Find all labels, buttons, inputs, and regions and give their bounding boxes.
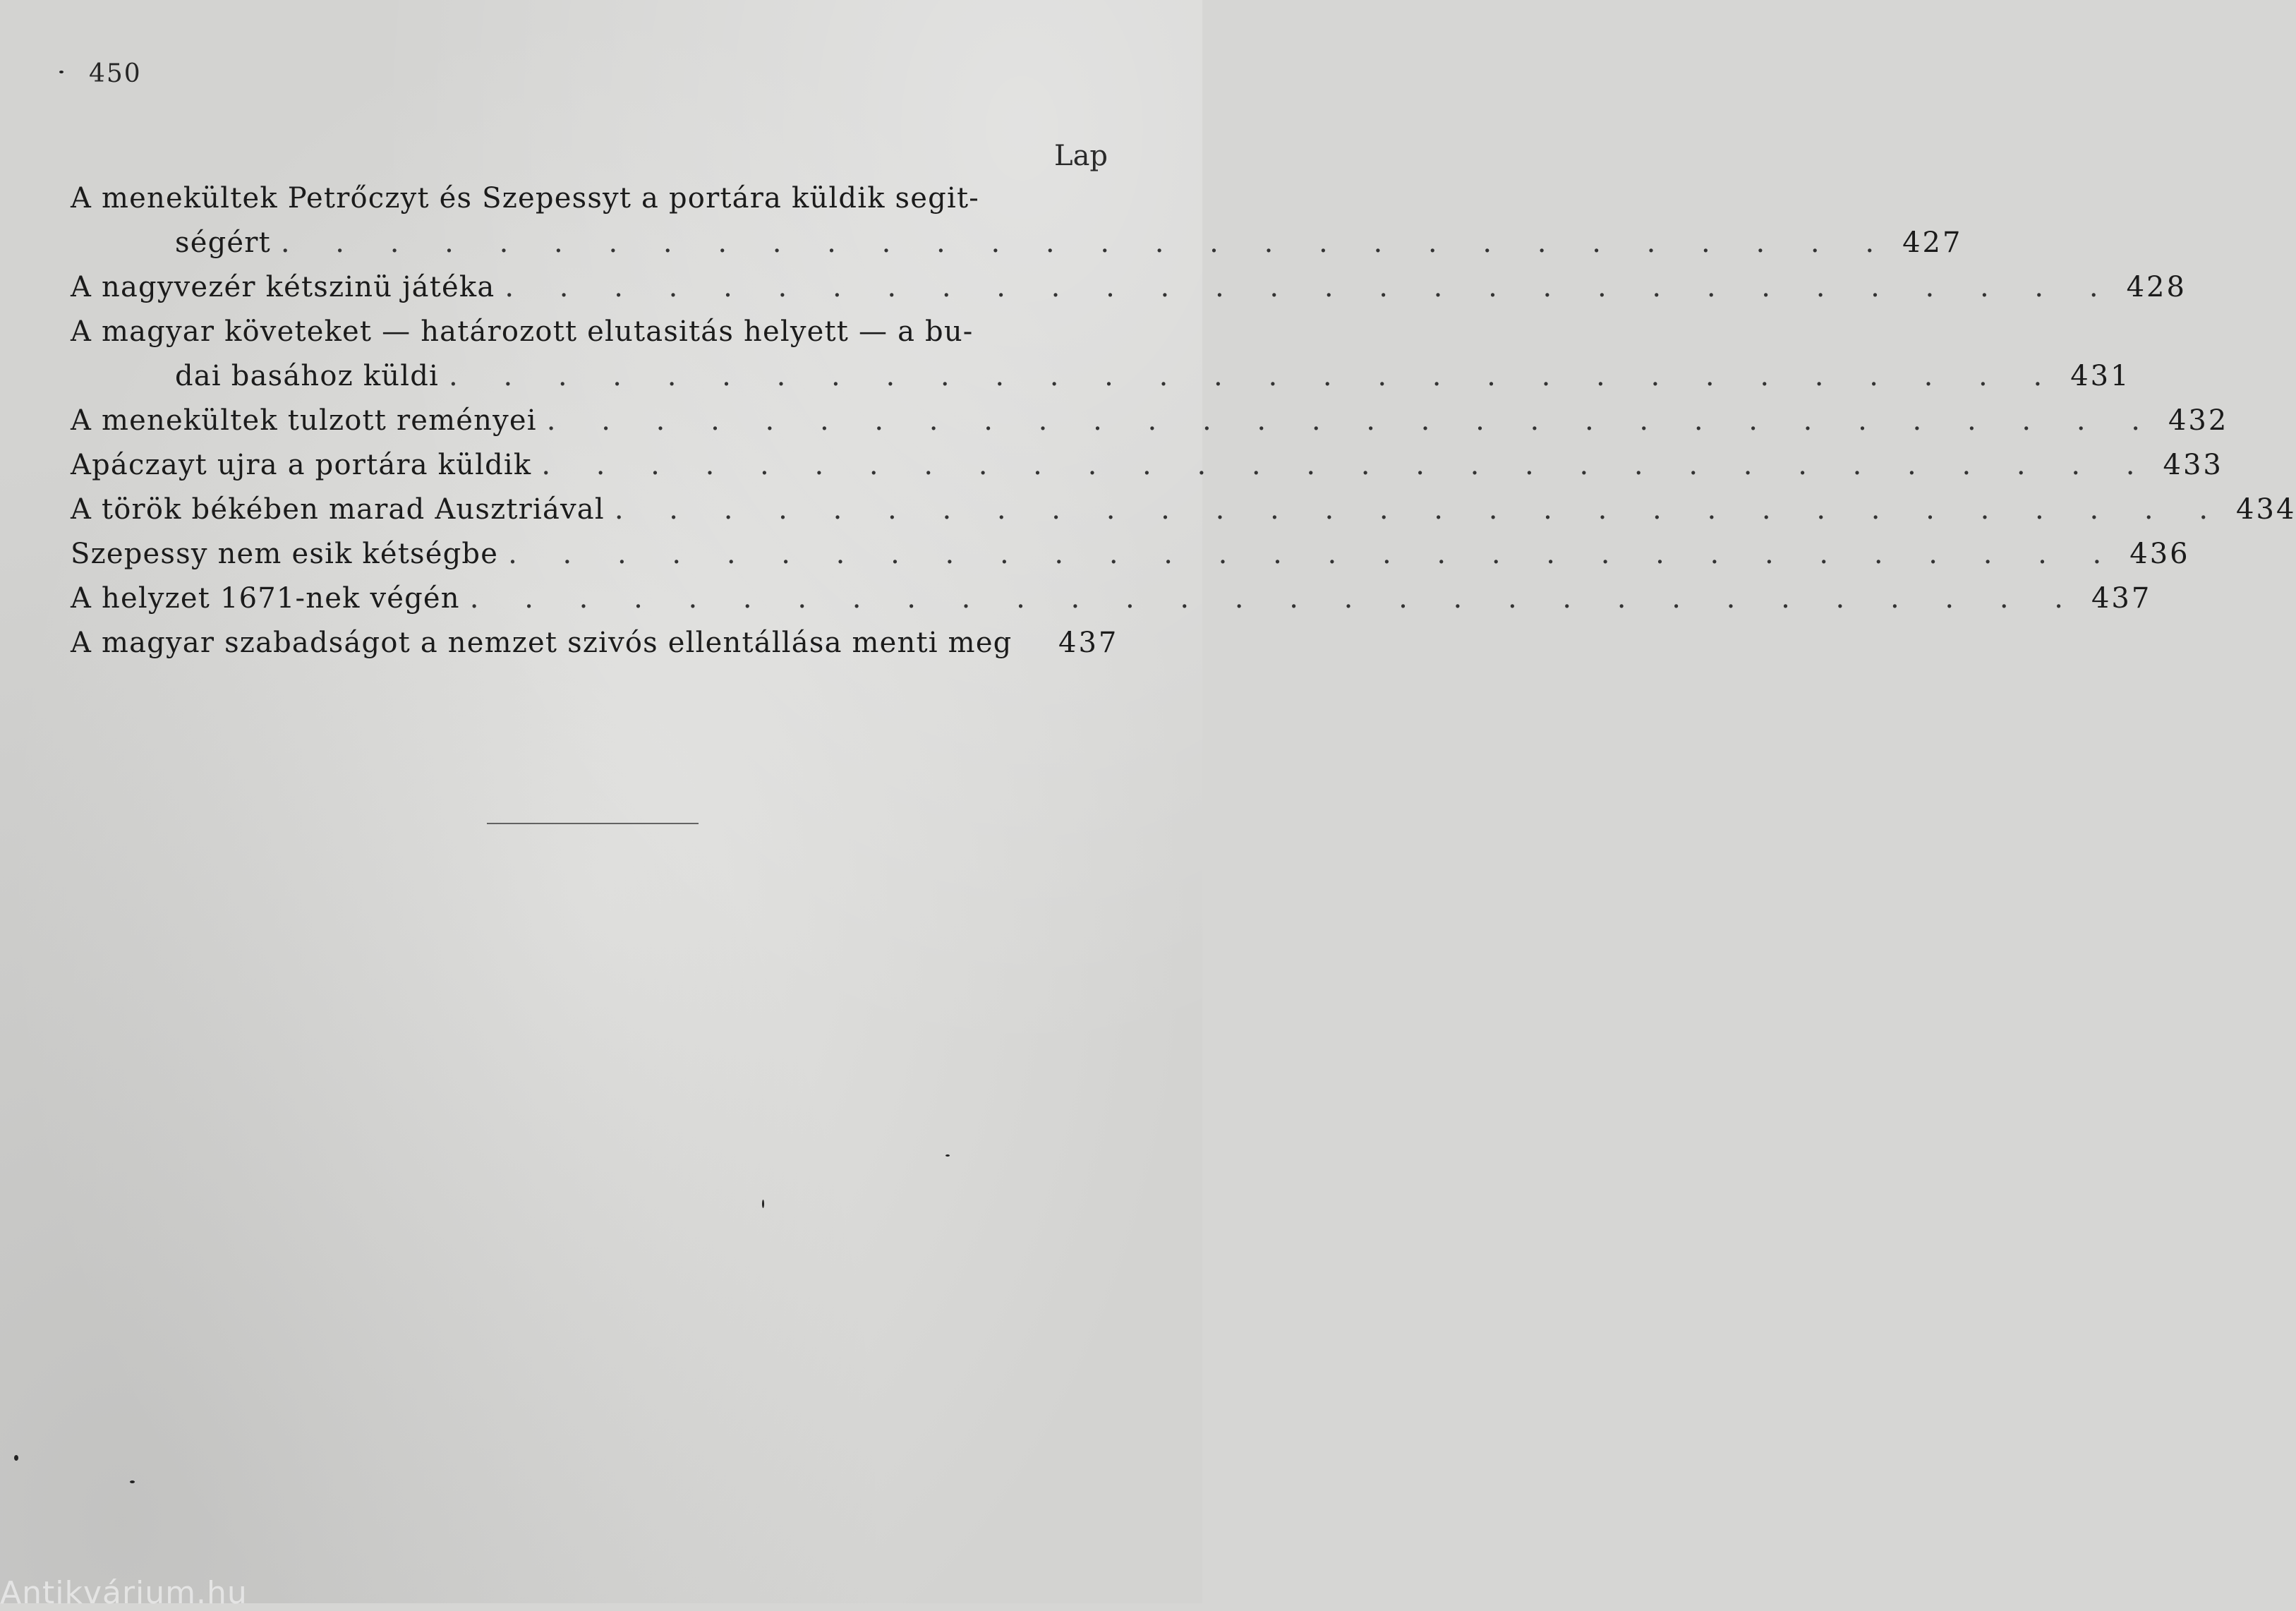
toc-entry-page: 437 <box>1058 627 1119 659</box>
toc-entry-title: A nagyvezér kétszinü játéka <box>71 271 495 303</box>
toc-entry-title-continued: dai basához küldi <box>175 360 440 392</box>
toc-entry-title: A magyar követeket — határozott elutasitás helyett — a bu- <box>71 315 974 348</box>
toc-entry-page: 437 <box>2091 582 2152 615</box>
toc-entry-page: 436 <box>2129 538 2190 570</box>
print-speck <box>59 71 64 73</box>
toc-entry <box>71 265 2187 310</box>
toc-entry <box>71 310 2131 399</box>
table-of-contents <box>71 176 2296 665</box>
print-speck <box>762 1200 764 1208</box>
page-number: 450 <box>89 59 142 88</box>
toc-entry-page: 433 <box>2163 449 2223 481</box>
toc-entry-line <box>71 621 1119 665</box>
toc-entry-line <box>71 399 2229 443</box>
dot-leader: . . . . . . . . . . . . . . . . . . . . . . . . . . . . . . <box>449 360 2061 392</box>
dot-leader: . . . . . . . . . . . . . . . . . . . . . . . . . . . . . . <box>508 538 2120 570</box>
watermark: Antikvárium.hu <box>0 1575 248 1611</box>
toc-entry <box>71 532 2190 577</box>
dot-leader: . . . . . . . . . . . . . . . . . . . . . . . . . . . . . . <box>504 271 2117 303</box>
column-header-page: Lap <box>1054 140 1108 172</box>
toc-entry <box>71 621 1119 665</box>
toc-entry-line <box>71 577 2152 621</box>
section-divider-rule <box>487 823 699 824</box>
toc-entry-title: A menekültek tulzott reményei <box>71 404 537 437</box>
print-speck <box>945 1154 950 1157</box>
toc-entry-line <box>71 488 2296 532</box>
toc-entry-line <box>71 176 1115 221</box>
toc-entry-title: A menekültek Petrőczyt és Szepessyt a portára küldik segit- <box>71 182 979 215</box>
dot-leader: . . . . . . . . . . . . . . . . . . . . . . . . . . . . . . <box>280 227 1893 259</box>
toc-entry-line <box>71 443 2223 488</box>
toc-entry-title: Szepessy nem esik kétségbe <box>71 538 499 570</box>
toc-entry <box>71 176 1963 265</box>
toc-entry-title: A helyzet 1671-nek végén <box>71 582 460 615</box>
print-speck <box>14 1455 18 1461</box>
toc-entry-line <box>71 354 2131 399</box>
toc-entry <box>71 577 2152 621</box>
toc-entry-line <box>71 532 2190 577</box>
toc-entry-title-continued: ségért <box>175 227 271 259</box>
dot-leader: . . . . . . . . . . . . . . . . . . . . . . . . . . . . . . <box>469 582 2081 615</box>
toc-entry <box>71 399 2229 443</box>
toc-entry-page: 434 <box>2236 493 2296 526</box>
toc-entry-line <box>71 221 1963 265</box>
toc-entry-page: 432 <box>2168 404 2229 437</box>
toc-entry <box>71 443 2223 488</box>
toc-entry-line <box>71 265 2187 310</box>
toc-entry <box>71 488 2296 532</box>
toc-entry-title: Apáczayt ujra a portára küldik <box>71 449 532 481</box>
toc-entry-page: 431 <box>2070 360 2131 392</box>
toc-entry-page: 428 <box>2126 271 2187 303</box>
toc-entry-page: 427 <box>1902 227 1963 259</box>
toc-entry-line <box>71 310 1115 354</box>
dot-leader: . . . . . . . . . . . . . . . . . . . . . . . . . . . . . . <box>541 449 2153 481</box>
toc-entry-title: A török békében marad Ausztriával <box>71 493 605 526</box>
dot-leader: . . . . . . . . . . . . . . . . . . . . . . . . . . . . . . <box>614 493 2227 526</box>
dot-leader: . . . . . . . . . . . . . . . . . . . . . . . . . . . . . . <box>546 404 2158 437</box>
print-speck <box>130 1480 135 1483</box>
toc-entry-title: A magyar szabadságot a nemzet szivós ellentállása menti meg <box>71 627 1013 659</box>
